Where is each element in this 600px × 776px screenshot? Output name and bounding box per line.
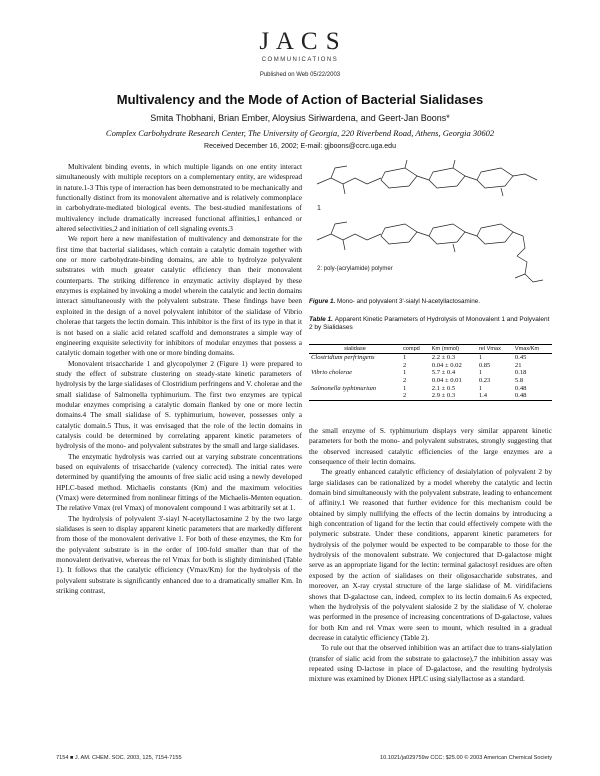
table-cell: 1: [478, 384, 483, 392]
column-header: sialidase: [309, 345, 401, 354]
table-cell: 1: [478, 369, 483, 377]
table-row: [309, 354, 552, 362]
paragraph: Multivalent binding events, in which multiple ligands on one entity interact simultaneously with multiple receptors on a complementary entity, are widespread in nature.1-3 This type of interaction has been demonstrated to be mechanically and functionally distinct from its monovalent alternative and is relatively commonplace in carbohydrate-mediated biological events. The best-studied manifestations of multivalency include dramatically increased functional affinities,1 enhanced or altered selectivities,2 and initiation of cell signaling events.3: [56, 162, 302, 234]
paragraph: We report here a new manifestation of multivalency and demonstrate for the first time that bacterial sialidases, which contain a catalytic domain together with one or more carbohydrate-binding domains, are able to hydrolyze polyvalent substrates with much greater catalytic efficiency than their monovalent counterparts. The striking difference in enzymatic activity displayed by these enzymes is explained by invoking a model wherein the catalytic and lectin domains interact simultaneously with the polyvalent substrate. These findings have been exploited in the design of a novel polyvalent inhibitor of the sialidase of Vibrio cholerae that targets the lectin domain. This inhibitor is the first of its type in that it is not based on a sialic acid related scaffold and demonstrates a simple way of engineering exquisite selectivity for inhibitors of modular enzymes that possess a catalytic domain together with one or more binding domains.: [56, 234, 302, 358]
journal-logo-subtitle: COMMUNICATIONS: [261, 57, 339, 63]
table-cell: 1: [403, 354, 407, 362]
paragraph: The hydrolysis of polyvalent 3'-siayl N-acetyllactosamine 2 by the two large sialidases is seen to display apparent kinetic parameters that are markedly different from those of the monovalent derivative 1. For both of these enzymes, the Km for the polyvalent substrate is in the order of 100-fold smaller than that of the monovalent derivative, whereas the rel Vmax for both is slightly diminished (Table 1). It follows that the catalytic efficiency (Vmax/Km) for the hydrolysis of the polyvalent substrate is significantly enhanced due to a dramatically smaller Km. In striking contrast,: [56, 513, 302, 596]
right-column: [309, 426, 552, 685]
figure-caption-label: Figure 1.: [309, 298, 336, 305]
kinetics-table: [309, 344, 552, 401]
article-title: Multivalency and the Mode of Action of Bacterial Sialidases: [116, 92, 484, 107]
table-cell: 0.23: [478, 377, 491, 385]
table-row: [309, 377, 552, 385]
table-cell: 5.8: [514, 377, 524, 385]
figure-1-caption: [309, 298, 552, 305]
table-caption-text: Apparent Kinetic Parameters of Hydrolysis of Monovalent 1 and Polyvalent 2 by Sialidases: [309, 316, 550, 331]
column-header: rel Vmax: [477, 345, 513, 354]
table-cell: 1: [403, 369, 407, 377]
published-date: Published on Web 05/22/2003: [259, 72, 341, 78]
column-header: compd: [401, 345, 430, 354]
table-cell: 2.9 ± 0.3: [430, 392, 477, 400]
table-cell: 2: [403, 361, 407, 369]
table-cell: 2: [401, 392, 430, 400]
table-cell: 21: [514, 361, 522, 369]
table-cell: Clostridium perfringens: [311, 354, 375, 362]
table-caption-label: Table 1.: [309, 316, 333, 323]
left-column: [56, 162, 302, 596]
table-cell: 0.85: [478, 361, 491, 369]
table-cell: 1: [478, 354, 483, 362]
table-cell: 0.48: [513, 392, 552, 400]
structure-1-label: 1: [317, 205, 321, 212]
paragraph: The enzymatic hydrolysis was carried out at varying substrate concentrations based on equivalents of trisaccharide (valency corrected). The initial rates were determined by quantifying the amounts of free sialic acid using a newly developed HPLC-based method. Michaelis constants (Km) and the maximum velocities (Vmax) were determined from nonlinear fittings of the Michaelis-Menten equation. The relative Vmax (rel Vmax) of monovalent compound 1 was arbitrarily set at 1.: [56, 451, 302, 513]
table-row: [309, 384, 552, 392]
table-cell: 0.04 ± 0.01: [431, 377, 462, 385]
table-cell: 0.04 ± 0.02: [431, 361, 462, 369]
paragraph: Monovalent trisaccharide 1 and glycopolymer 2 (Figure 1) were prepared to study the effect of substrate clustering on steady-state kinetic parameters of hydrolysis by the large sialidases of Clostridium perfringens and V. cholerae and the small sialidase of Salmonella typhimurium. The first two enzymes are typical modular enzymes comprising a catalytic domain flanked by one or more lectin domains.4 The small sialidase of S. typhimurium, however, possesses only a catalytic domain.5 Thus, it was envisaged that the role of the lectin domains in catalysis could be determined by correlating apparent kinetic parameters of hydrolysis of the mono- and polyvalent substrates by the small and large sialidases.: [56, 358, 302, 451]
article-authors: Smita Thobhani, Brian Ember, Aloysius Siriwardena, and Geert-Jan Boons*: [150, 113, 450, 123]
paragraph: the small enzyme of S. typhimurium displays very similar apparent kinetic parameters for both the mono- and polyvalent substrates, strongly suggesting that the observed increased catalytic efficiencies of the large enzymes are a consequence of their lectin domains.: [309, 426, 552, 467]
table-cell: Vibrio cholerae: [311, 369, 353, 377]
column-header: Vmax/Km: [513, 345, 552, 354]
table-cell: 5.7 ± 0.4: [431, 369, 456, 377]
table-cell: 2.2 ± 0.3: [431, 354, 456, 362]
paragraph: The greatly enhanced catalytic efficiency of desialylation of polyvalent 2 by large sialidases can be rationalized by a model whereby the catalytic and lectin domain bind simultaneously with the polyvalent substrate, leading to enhancement of affinity.1 We reasoned that further evidence for this mechanism could be obtained by simply nullifying the effects of the lectin domains by introducing a high concentration of ligand for the lectin that could effectively compete with the polymeric substrate. Under these conditions, apparent kinetic parameters for hydrolysis of the polymer would be expected to be comparable to those for the hydrolysis of the monovalent substrate. We conjectured that D-galactose might serve as an appropriate ligand for the lectin: terminal galactosyl residues are often exposed by the action of sialidases on their oligosaccharide substrates, and moreover, an X-ray crystal structure of the large sialidase of M. viridifaciens shows that D-galactose can, indeed, complex to its lectin domain.6 As expected, when the hydrolysis of the polyvalent sialoside 2 by the sialidase of V. cholerae was performed in the presence of increasing concentrations of D-galactose, values for both Km and rel Vmax were seen to mount, which resulted in a gradual decrease in catalytic efficiency (Table 2).: [309, 467, 552, 642]
table-cell: Salmonella typhimurium: [311, 384, 377, 392]
table-cell: 0.48: [514, 384, 527, 392]
table-cell: 1.4: [477, 392, 513, 400]
journal-logo: J A C S: [259, 28, 341, 55]
table-cell: 0.45: [514, 354, 527, 362]
table-row: [309, 369, 552, 377]
article-affiliation: Complex Carbohydrate Research Center, The University of Georgia, 220 Riverbend Road, Athens, Georgia 30602: [105, 128, 495, 138]
figure-1-structures: [311, 158, 549, 294]
table-cell: 1: [403, 384, 407, 392]
table-cell: 2.1 ± 0.5: [431, 384, 456, 392]
structure-2-label: 2: poly-(acrylamide) polymer: [317, 266, 393, 272]
received-line: Received December 16, 2002; E-mail: gjboons@ccrc.uga.edu: [204, 143, 396, 150]
figure-caption-text: Mono- and polyvalent 3'-sialyl N-acetyllactosamine.: [337, 298, 480, 305]
table-cell: 2: [403, 377, 407, 385]
table-1-caption: [309, 316, 552, 332]
footer-doi: 10.1021/ja029759w CCC: $25.00 © 2003 American Chemical Society: [379, 755, 552, 761]
footer-citation: 7154 ■ J. AM. CHEM. SOC. 2003, 125, 7154-7155: [56, 755, 182, 761]
table-cell: 0.18: [514, 369, 527, 377]
table-header-row: [309, 345, 552, 354]
table-row: [309, 392, 552, 400]
paragraph: To rule out that the observed inhibition was an artifact due to trans-sialylation (transfer of sialic acid from the substrate to galactose),7 the inhibition assay was repeated using D-lactose in place of D-galactose, and the resulting hydrolysis mixture was examined by Dionex HPLC using sialyllactose as a standard.: [309, 643, 552, 684]
column-header: Km (mmol): [430, 345, 477, 354]
table-row: [309, 362, 552, 370]
